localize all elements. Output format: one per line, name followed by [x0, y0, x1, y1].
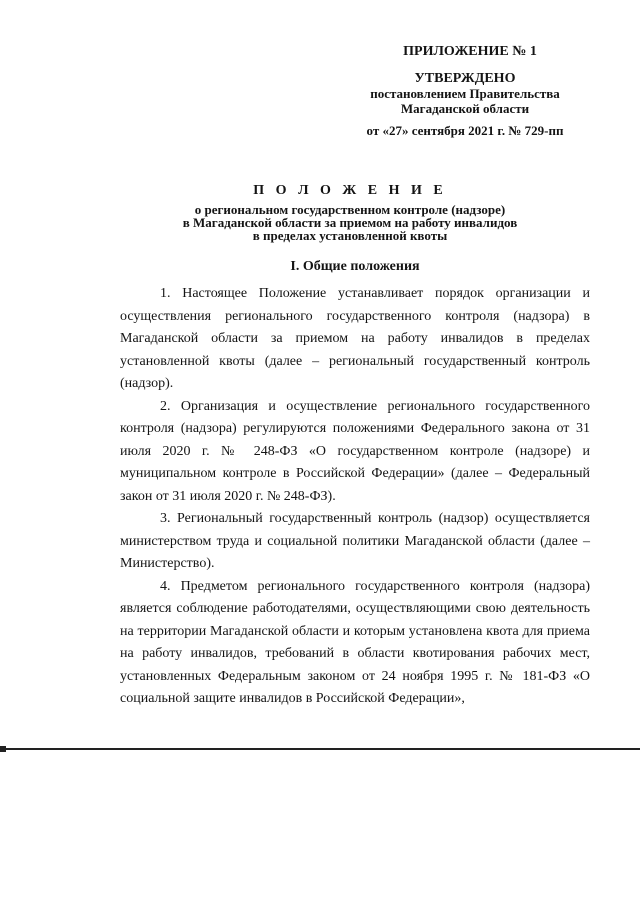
paragraph-1: 1. Настоящее Положение устанавливает порядок организации и осуществления регионального государственного контроля (надзора) в Магаданской области за приемом на работу инвалидов в пределах установленной квоты (далее – региональный государственный контроль (надзор). [120, 286, 590, 391]
approved-label: УТВЕРЖДЕНО [414, 71, 516, 86]
paragraph-3: 3. Региональный государственный контроль (надзор) осуществляется министерством труда и социальной политики Магаданской области (далее – Министерство). [120, 511, 590, 571]
scan-page-edge-line [0, 748, 640, 750]
approval-header [330, 44, 600, 138]
scan-edge-mark [0, 746, 6, 752]
appendix-number: ПРИЛОЖЕНИЕ № 1 [403, 44, 537, 59]
title-word: П О Л О Ж Е Н И Е [253, 183, 447, 198]
paragraph-4: 4. Предметом регионального государственного контроля (надзора) является соблюдение работодателями, осуществляющими свою деятельность на территории Магаданской области и которым установлена квота для приема на работу инвалидов, требований в области квотирования рабочих мест, установленных Федеральным законом от 24 ноября 1995 г. № 181-ФЗ «О социальной защите инвалидов в Российской Федерации», [120, 578, 590, 706]
section-heading: I. Общие положения [290, 259, 420, 274]
approval-date: от «27» сентября 2021 г. № 729-пп [366, 123, 564, 138]
paragraph-2: 2. Организация и осуществление регионального государственного контроля (надзора) регулируются положениями Федерального закона от 31 июля 2020 г. № 248-ФЗ «О государственном контроле (надзоре) и муниципальном контроле в Российской Федерации» (далее – Федеральный закон от 31 июля 2020 г. № 248-ФЗ). [120, 398, 590, 504]
approval-line-1: постановлением Правительства [370, 86, 560, 101]
title-line-3: в пределах установленной квоты [252, 228, 448, 243]
approval-line-2: Магаданской области [400, 101, 530, 116]
document-title [140, 184, 560, 242]
title-line-2: в Магаданской области за приемом на работу инвалидов [182, 215, 518, 230]
title-line-1: о региональном государственном контроле (надзоре) [194, 202, 506, 217]
document-body [120, 283, 590, 711]
